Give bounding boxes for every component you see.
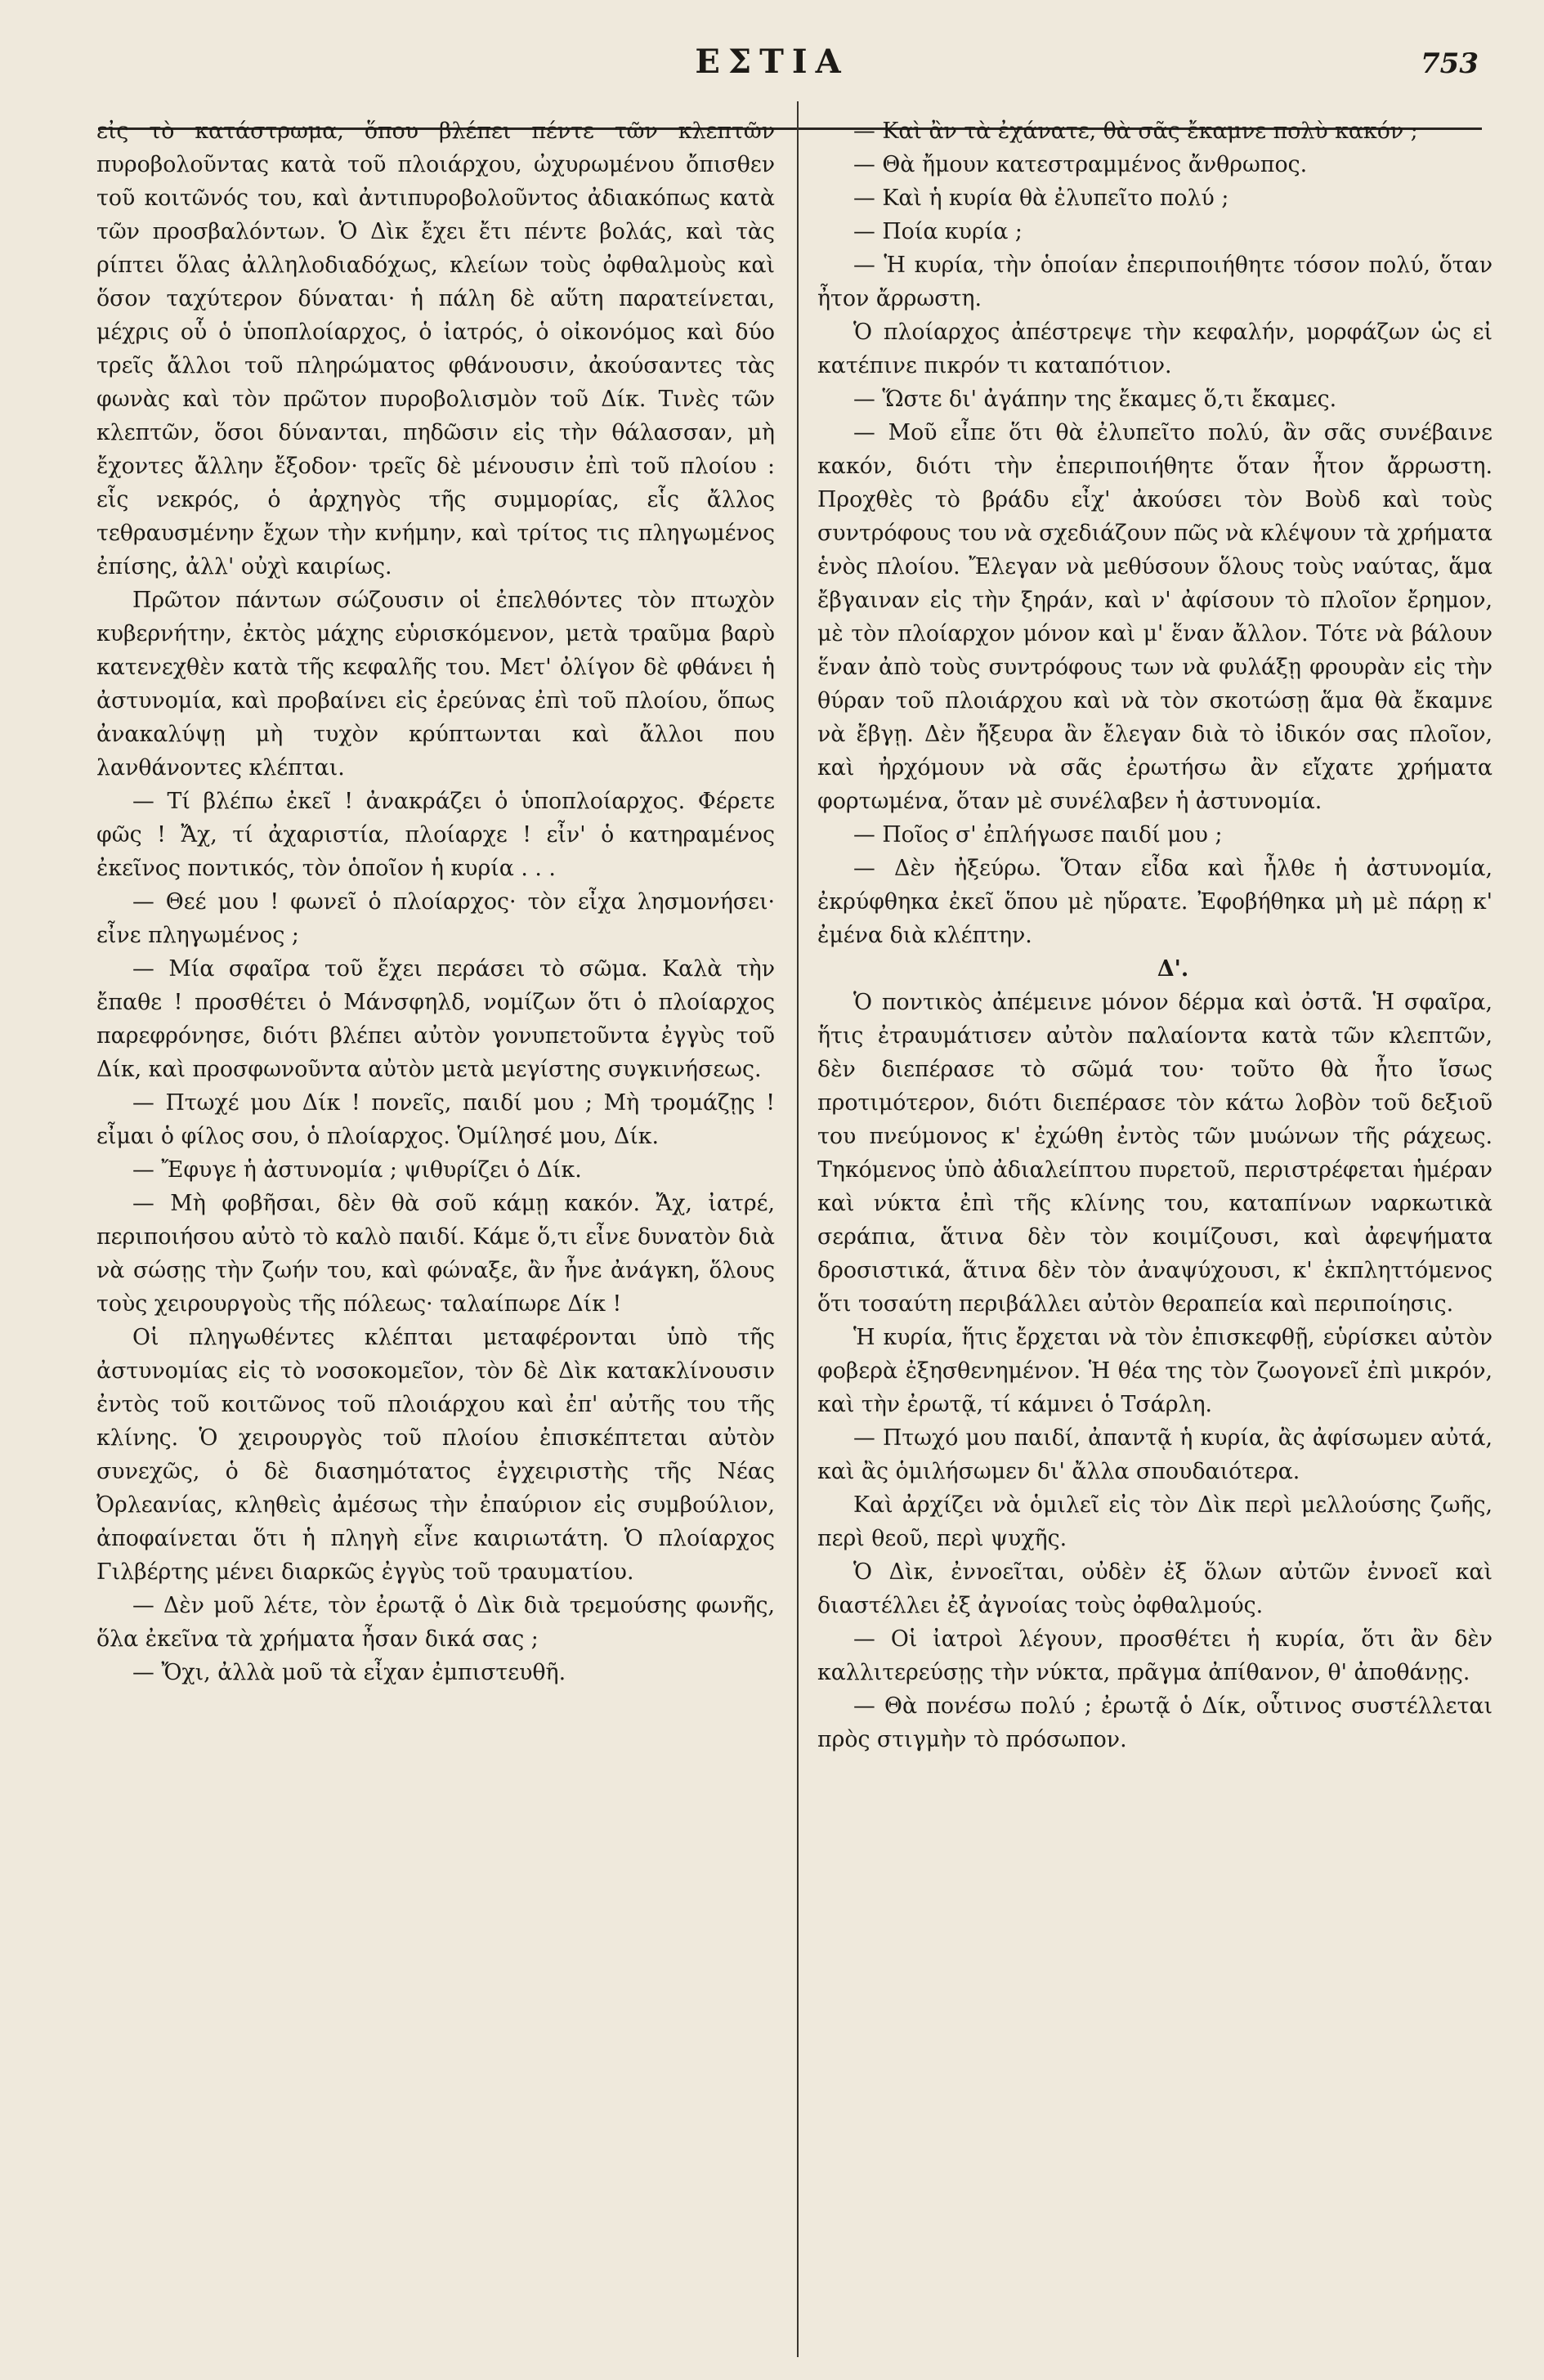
left-column (96, 114, 775, 2354)
page-number: 753 (1421, 47, 1479, 80)
dialogue-paragraph: — Θεέ μου ! φωνεῖ ὁ πλοίαρχος· τὸν εἶχα λησμονήσει· εἶνε πληγωμένος ; (96, 889, 775, 948)
running-head (0, 42, 1544, 92)
dialogue-paragraph: — Θὰ πονέσω πολύ ; ἐρωτᾷ ὁ Δίκ, οὗτινος συστέλλεται πρὸς στιγμὴν τὸ πρόσωπον. (817, 1693, 1493, 1752)
dialogue-paragraph: — Οἱ ἰατροὶ λέγουν, προσθέτει ἡ κυρία, ὅτι ἂν δὲν καλλιτερεύσῃς τὴν νύκτα, πρᾶγμα ἀπίθανον, θ' ἀποθάνῃς. (817, 1626, 1493, 1685)
paragraph: Οἱ πληγωθέντες κλέπται μεταφέρονται ὑπὸ τῆς ἀστυνομίας εἰς τὸ νοσοκομεῖον, τὸν δὲ Δὶκ κατακλίνουσιν ἐντὸς τοῦ κοιτῶνος τοῦ πλοιάρχου καὶ ἐπ' αὐτῆς του τῆς κλίνης. Ὁ χειρουργὸς τοῦ πλοίου ἐπισκέπτεται αὐτὸν συνεχῶς, ὁ δὲ διασημότατος ἐγχειριστὴς τῆς Νέας Ὀρλεανίας, κληθεὶς ἀμέσως τὴν ἐπαύριον εἰς συμβούλιον, ἀποφαίνεται ὅτι ἡ πληγὴ εἶνε καιριωτάτη. Ὁ πλοίαρχος Γιλβέρτης μένει διαρκῶς ἐγγὺς τοῦ τραυματίου. (96, 1325, 775, 1585)
dialogue-paragraph: — Δὲν μοῦ λέτε, τὸν ἐρωτᾷ ὁ Δὶκ διὰ τρεμούσης φωνῆς, ὅλα ἐκεῖνα τὰ χρήματα ἦσαν δικά σας ; (96, 1593, 775, 1652)
dialogue-paragraph: — Ὥστε δι' ἀγάπην της ἔκαμες ὅ,τι ἔκαμες. (853, 387, 1337, 412)
dialogue-paragraph: — Ποῖος σ' ἐπλήγωσε παιδί μου ; (853, 822, 1223, 848)
dialogue-paragraph: — Θὰ ἤμουν κατεστραμμένος ἄνθρωπος. (853, 152, 1308, 177)
dialogue-paragraph: — Μὴ φοβῆσαι, δὲν θὰ σοῦ κάμῃ κακόν. Ἄχ, ἰατρέ, περιποιήσου αὐτὸ τὸ καλὸ παιδί. Κάμε ὅ,τι εἶνε δυνατὸν διὰ νὰ σώσῃς τὴν ζωήν του, καὶ φώναξε, ἂν ἦνε ἀνάγκη, ὅλους τοὺς χειρουργοὺς τῆς πόλεως· ταλαίπωρε Δίκ ! (96, 1191, 775, 1317)
dialogue-paragraph: — Καὶ ἡ κυρία θὰ ἐλυπεῖτο πολύ ; (853, 186, 1229, 211)
paragraph: Καὶ ἀρχίζει νὰ ὁμιλεῖ εἰς τὸν Δὶκ περὶ μελλούσης ζωῆς, περὶ θεοῦ, περὶ ψυχῆς. (817, 1492, 1493, 1551)
paragraph: Ὁ ποντικὸς ἀπέμεινε μόνον δέρμα καὶ ὀστᾶ. Ἡ σφαῖρα, ἥτις ἐτραυμάτισεν αὐτὸν παλαίοντα κατὰ τῶν κλεπτῶν, δὲν διεπέρασε τὸ σῶμά του· τοῦτο θὰ ἦτο ἴσως προτιμότερον, διότι διεπέρασε τὸν κάτω λοβὸν τοῦ δεξιοῦ του πνεύμονος κ' ἐχώθη ἐντὸς τῶν μυώνων τῆς ράχεως. Τηκόμενος ὑπὸ ἀδιαλείπτου πυρετοῦ, περιστρέφεται ἡμέραν καὶ νύκτα ἐπὶ τῆς κλίνης του, καταπίνων ναρκωτικὰ σεράπια, ἅτινα δὲν τὸν κοιμίζουσι, καὶ ἀφεψήματα δροσιστικά, ἅτινα δὲν τὸν ἀναψύχουσι, κ' ἐκπληττόμενος ὅτι τοσαύτη περιβάλλει αὐτὸν θεραπεία καὶ περιποίησις. (817, 990, 1493, 1317)
paragraph: Ὁ Δὶκ, ἐννοεῖται, οὐδὲν ἐξ ὅλων αὐτῶν ἐννοεῖ καὶ διαστέλλει ἐξ ἀγνοίας τοὺς ὀφθαλμούς. (817, 1559, 1493, 1618)
dialogue-paragraph: — Ἔφυγε ἡ ἀστυνομία ; ψιθυρίζει ὁ Δίκ. (132, 1157, 582, 1183)
paragraph: Ἡ κυρία, ἥτις ἔρχεται νὰ τὸν ἐπισκεφθῇ, εὑρίσκει αὐτὸν φοβερὰ ἐξησθενημένον. Ἡ θέα της τὸν ζωογονεῖ ἐπὶ μικρόν, καὶ τὴν ἐρωτᾷ, τί κάμνει ὁ Τσάρλη. (817, 1325, 1493, 1417)
dialogue-paragraph: — Καὶ ἂν τὰ ἐχάνατε, θὰ σᾶς ἔκαμνε πολὺ κακόν ; (853, 119, 1418, 144)
section-heading: Δ'. (1157, 956, 1189, 982)
dialogue-paragraph: — Μοῦ εἶπε ὅτι θὰ ἐλυπεῖτο πολύ, ἂν σᾶς συνέβαινε κακόν, διότι τὴν ἐπεριποιήθητε ὅταν ἦτον ἄρρωστη. Προχθὲς τὸ βράδυ εἶχ' ἀκούσει τὸν Βοὺδ καὶ τοὺς συντρόφους του νὰ σχεδιάζουν πῶς νὰ κλέψουν τὰ χρήματα ἑνὸς πλοίου. Ἔλεγαν νὰ μεθύσουν ὅλους τοὺς ναύτας, ἅμα ἔβγαιναν εἰς τὴν ξηράν, καὶ ν' ἀφίσουν τὸ πλοῖον ἔρημον, μὲ τὸν πλοίαρχον μόνον καὶ μ' ἕναν ἄλλον. Τότε νὰ βάλουν ἕναν ἀπὸ τοὺς συντρόφους των νὰ φυλάξῃ φρουρὰν εἰς τὴν θύραν τοῦ πλοιάρχου καὶ νὰ τὸν σκοτώσῃ ἅμα θὰ ἔκαμνε νὰ ἔβγῃ. Δὲν ἤξευρα ἂν ἔλεγαν διὰ τὸ ἰδικόν σας πλοῖον, καὶ ἠρχόμουν νὰ σᾶς ἐρωτήσω ἂν εἴχατε χρήματα φορτωμένα, ὅταν μὲ συνέλαβεν ἡ ἀστυνομία. (817, 420, 1493, 814)
dialogue-paragraph: — Δὲν ἠξεύρω. Ὅταν εἶδα καὶ ἦλθε ἡ ἀστυνομία, ἐκρύφθηκα ἐκεῖ ὅπου μὲ ηὕρατε. Ἐφοβήθηκα μὴ μὲ πάρῃ κ' ἐμένα διὰ κλέπτην. (817, 856, 1493, 948)
publication-title: ΕΣΤΙΑ (695, 42, 849, 81)
paragraph: εἰς τὸ κατάστρωμα, ὅπου βλέπει πέντε τῶν κλεπτῶν πυροβολοῦντας κατὰ τοῦ πλοιάρχου, ὠχυρωμένου ὄπισθεν τοῦ κοιτῶνός του, καὶ ἀντιπυροβολοῦντος ἀδιακόπως κατὰ τῶν προσβαλόντων. Ὁ Δὶκ ἔχει ἔτι πέντε βολάς, καὶ τὰς ρίπτει ὅλας ἀλληλοδιαδόχως, κλείων τοὺς ὀφθαλμοὺς καὶ ὅσον ταχύτερον δύναται· ἡ πάλη δὲ αὕτη παρατείνεται, μέχρις οὗ ὁ ὑποπλοίαρχος, ὁ ἰατρός, ὁ οἰκονόμος καὶ δύο τρεῖς ἄλλοι τοῦ πληρώματος φθάνουσιν, ἀκούσαντες τὰς φωνὰς καὶ τὸν πρῶτον πυροβολισμὸν τοῦ Δίκ. Τινὲς τῶν κλεπτῶν, ὅσοι δύνανται, πηδῶσιν εἰς τὴν θάλασσαν, μὴ ἔχοντες ἄλλην ἔξοδον· τρεῖς δὲ μένουσιν ἐπὶ τοῦ πλοίου : εἷς νεκρός, ὁ ἀρχηγὸς τῆς συμμορίας, εἷς ἄλλος τεθραυσμένην ἔχων τὴν κνήμην, καὶ τρίτος τις πληγωμένος ἐπίσης, ἀλλ' οὐχὶ καιρίως. (96, 119, 775, 579)
dialogue-paragraph: — Ἡ κυρία, τὴν ὁποίαν ἐπεριποιήθητε τόσον πολύ, ὅταν ἦτον ἄρρωστη. (817, 253, 1493, 311)
dialogue-paragraph: — Ὄχι, ἀλλὰ μοῦ τὰ εἶχαν ἐμπιστευθῆ. (132, 1660, 566, 1685)
column-divider (797, 101, 799, 2357)
dialogue-paragraph: — Μία σφαῖρα τοῦ ἔχει περάσει τὸ σῶμα. Καλὰ τὴν ἔπαθε ! προσθέτει ὁ Μάνσφηλδ, νομίζων ὅτι ὁ πλοίαρχος παρεφρόνησε, διότι βλέπει αὐτὸν γονυπετοῦντα ἐγγὺς τοῦ Δίκ, καὶ προσφωνοῦντα αὐτὸν μετὰ μεγίστης συγκινήσεως. (96, 956, 775, 1082)
paragraph: Πρῶτον πάντων σώζουσιν οἱ ἐπελθόντες τὸν πτωχὸν κυβερνήτην, ἐκτὸς μάχης εὑρισκόμενον, μετὰ τραῦμα βαρὺ κατενεχθὲν κατὰ τῆς κεφαλῆς του. Μετ' ὀλίγον δὲ φθάνει ἡ ἀστυνομία, καὶ προβαίνει εἰς ἐρεύνας ἐπὶ τοῦ πλοίου, ὅπως ἀνακαλύψῃ μὴ τυχὸν κρύπτωνται καὶ ἄλλοι που λανθάνοντες κλέπται. (96, 588, 775, 781)
dialogue-paragraph: — Ποία κυρία ; (853, 219, 1023, 244)
dialogue-paragraph: — Πτωχέ μου Δίκ ! πονεῖς, παιδί μου ; Μὴ τρομάζῃς ! εἶμαι ὁ φίλος σου, ὁ πλοίαρχος. Ὁμίλησέ μου, Δίκ. (96, 1090, 775, 1149)
right-column (817, 114, 1493, 2354)
paragraph: Ὁ πλοίαρχος ἀπέστρεψε τὴν κεφαλήν, μορφάζων ὡς εἰ κατέπινε πικρόν τι καταπότιον. (817, 320, 1493, 378)
dialogue-paragraph: — Τί βλέπω ἐκεῖ ! ἀνακράζει ὁ ὑποπλοίαρχος. Φέρετε φῶς ! Ἄχ, τί ἀχαριστία, πλοίαρχε ! εἶν' ὁ κατηραμένος ἐκεῖνος ποντικός, τὸν ὁποῖον ἡ κυρία . . . (96, 789, 775, 881)
dialogue-paragraph: — Πτωχό μου παιδί, ἀπαντᾷ ἡ κυρία, ἂς ἀφίσωμεν αὐτά, καὶ ἂς ὁμιλήσωμεν δι' ἄλλα σπουδαιότερα. (817, 1425, 1493, 1484)
